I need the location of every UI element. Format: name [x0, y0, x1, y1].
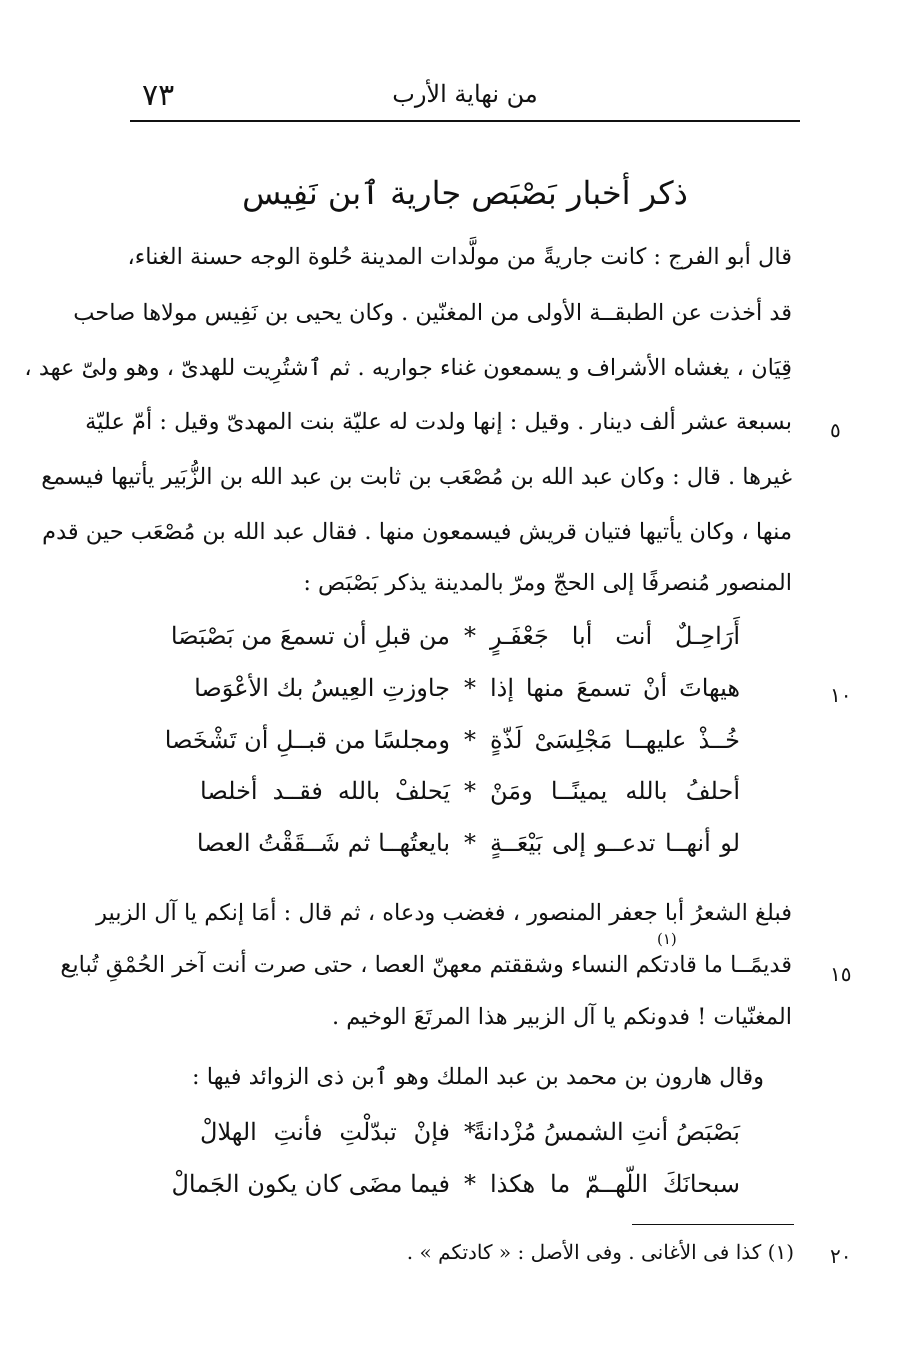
prose-line: قد أخذت عن الطبقــة الأولى من المغنّين . وكان يحيى بن نَفِيس مولاها صاحب: [73, 300, 792, 326]
verse-separator: *: [464, 829, 476, 857]
page-header: [130, 76, 800, 120]
prose-line: وقال هارون بن محمد بن عبد الملك وهو ٱبن ذى الزوائد فيها :: [192, 1064, 764, 1090]
verse-second-hemistich: ومجلسًا من قبــلِ أن تَشْخَصا: [164, 726, 450, 754]
verse-second-hemistich: بايعتُهــا ثم شَــقَقْتُ العصا: [196, 829, 450, 857]
verse-first-hemistich: أحلفُ بالله يمينًــا ومَنْ: [490, 777, 740, 805]
verse-second-hemistich: فإنْ تبدّلْتِ فأنتِ الهلالْ: [200, 1118, 450, 1146]
prose-line: منها ، وكان يأتيها فتيان قريش فيسمعون منها . فقال عبد الله بن مُصْعَب حين قدم: [42, 519, 792, 545]
verse-separator: *: [464, 1170, 476, 1198]
verse-first-hemistich: لو أنهــا تدعــو إلى بَيْعَــةٍ: [490, 829, 740, 857]
section-title: ذكر أخبار بَصْبَص جارية ٱبن نَفِيس: [242, 174, 688, 212]
prose-line: المنصور مُنصرفًا إلى الحجّ ومرّ بالمدينة يذكر بَصْبَص :: [303, 570, 792, 596]
verse-separator: *: [464, 726, 476, 754]
verse-second-hemistich: جاوزتِ العِيسُ بك الأعْوَصا: [194, 674, 450, 702]
prose-line: غيرها . قال : وكان عبد الله بن مُصْعَب بن ثابت بن عبد الله بن الزُّبَير يأتيها فيسمع: [41, 464, 792, 490]
footnote-rule: [632, 1224, 794, 1225]
header-rule: [130, 120, 800, 122]
footnote-marker: (١): [657, 930, 677, 948]
verse-second-hemistich: من قبلِ أن تسمعَ من بَصْبَصَا: [170, 622, 450, 650]
prose-line: قِيَان ، يغشاه الأشراف و يسمعون غناء جواريه . ثم ٱشتُرِيت للهدىّ ، وهو ولىّ عهد ،: [24, 355, 792, 381]
running-title: من نهاية الأرب: [392, 80, 538, 108]
verse-separator: *: [464, 1118, 476, 1146]
verse-separator: *: [464, 622, 476, 650]
prose-line: المغنّيات ! فدونكم يا آل الزبير هذا المرتَعَ الوخيم .: [331, 1004, 792, 1030]
verse-first-hemistich: بَصْبَصُ أنتِ الشمسُ مُزْدانةً: [473, 1118, 740, 1146]
verse-first-hemistich: خُــذْ عليهــا مَجْلِسَىْ لَذّةٍ: [490, 726, 740, 754]
prose-line: قال أبو الفرج : كانت جاريةً من مولَّدات المدينة حُلوة الوجه حسنة الغناء،: [127, 244, 792, 270]
verse-separator: *: [464, 777, 476, 805]
line-number: ٥: [830, 418, 841, 442]
verse-first-hemistich: أَرَاحِـلٌ أنت أبا جَعْفَـرٍ: [490, 622, 740, 650]
prose-line: بسبعة عشر ألف دينار . وقيل : إنها ولدت له عليّة بنت المهدىّ وقيل : أمّ عليّة: [85, 409, 792, 435]
verse-first-hemistich: هيهاتَ أنْ تسمعَ منها إذا: [490, 674, 740, 702]
prose-line: فبلغ الشعرُ أبا جعفر المنصور ، فغضب ودعاه ، ثم قال : أمَا إنكم يا آل الزبير: [96, 900, 792, 926]
verse-second-hemistich: يَحلفْ بالله فقــد أخلصا: [200, 777, 450, 805]
page-number: ٧٣: [142, 78, 175, 113]
line-number: ٢٠: [830, 1244, 852, 1268]
verse-first-hemistich: سبحانَكَ اللّهــمّ ما هكذا: [490, 1170, 740, 1198]
verse-separator: *: [464, 674, 476, 702]
line-number: ١٠: [830, 683, 852, 707]
verse-second-hemistich: فيما مضَى كان يكون الجَمالْ: [171, 1170, 450, 1198]
footnote: (١) كذا فى الأغانى . وفى الأصل : « كادتكم » .: [406, 1240, 794, 1264]
prose-line: قديمًــا ما قادتكم النساء وشققتم معهنّ العصا ، حتى صرت أنت آخر الحُمْقِ تُبايع: [60, 952, 792, 978]
line-number: ١٥: [830, 962, 852, 986]
